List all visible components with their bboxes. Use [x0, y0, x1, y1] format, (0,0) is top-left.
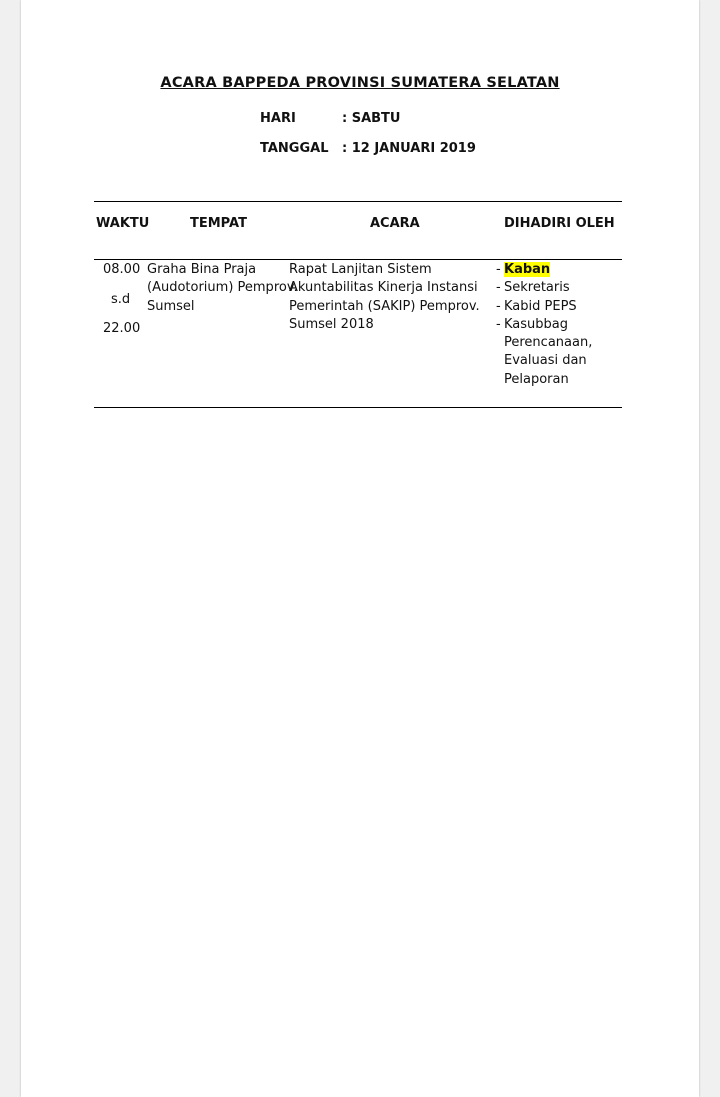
tempat-line: Sumsel [147, 298, 195, 314]
attendee-name: Sekretaris [504, 280, 570, 296]
attendee-kaban-highlighted: Kaban [504, 262, 551, 277]
table-header-rule [94, 259, 622, 260]
attendee-name: Kabid PEPS [504, 298, 577, 314]
attendee-name-multiline [504, 316, 592, 389]
document-page [21, 0, 699, 1097]
attendee-item [496, 298, 577, 316]
attendee-item [496, 279, 570, 297]
table-bottom-rule [94, 407, 622, 408]
header-tempat: TEMPAT [190, 216, 247, 231]
table-top-rule [94, 201, 622, 202]
waktu-separator: s.d [111, 292, 131, 307]
acara-line: Pemerintah (SAKIP) Pemprov. [289, 298, 480, 314]
document-title: ACARA BAPPEDA PROVINSI SUMATERA SELATAN [160, 75, 560, 91]
attendee-item [496, 261, 550, 279]
list-dash: - [496, 298, 501, 314]
meta-hari-value: : SABTU [342, 111, 401, 126]
attendee-name-line: Kasubbag [504, 316, 568, 332]
list-dash: - [496, 262, 501, 277]
cell-tempat [147, 261, 298, 316]
tempat-line: (Audotorium) Pemprov. [147, 280, 298, 296]
tempat-line: Graha Bina Praja [147, 262, 257, 277]
acara-line: Rapat Lanjitan Sistem [289, 262, 432, 277]
meta-hari-label: HARI [260, 111, 296, 126]
meta-tanggal-value: : 12 JANUARI 2019 [342, 141, 476, 156]
acara-line: Akuntabilitas Kinerja Instansi [289, 280, 478, 296]
header-acara: ACARA [370, 216, 420, 231]
waktu-start: 08.00 [103, 262, 141, 277]
acara-line: Sumsel 2018 [289, 316, 374, 332]
list-dash: - [496, 280, 501, 296]
attendee-name-line: Evaluasi dan [504, 353, 587, 369]
waktu-end: 22.00 [103, 321, 141, 336]
list-dash: - [496, 316, 501, 332]
cell-acara [289, 261, 480, 334]
meta-hari [260, 111, 400, 126]
header-waktu: WAKTU [96, 216, 150, 231]
attendee-name-line: Pelaporan [504, 371, 569, 387]
attendee-item [496, 316, 592, 389]
header-dihadiri: DIHADIRI OLEH [504, 216, 615, 231]
attendee-name-line: Perencanaan, [504, 335, 593, 351]
meta-tanggal [260, 141, 476, 156]
meta-tanggal-label: TANGGAL [260, 141, 329, 156]
